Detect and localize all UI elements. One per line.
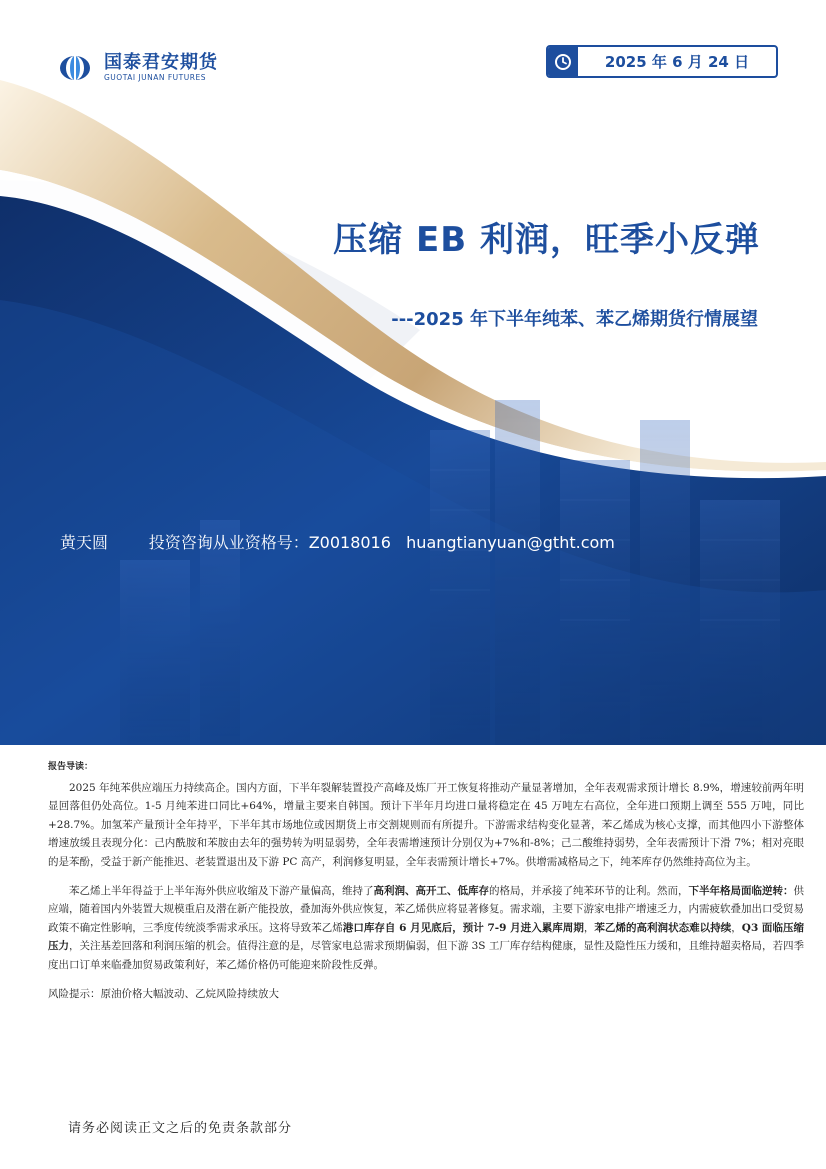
logo-english-name: GUOTAI JUNAN FUTURES — [104, 73, 206, 82]
p2-bold-segment: 高利润、高开工、低库存 — [373, 884, 489, 897]
clock-icon-box — [548, 47, 578, 76]
report-subtitle: ---2025 年下半年纯苯、苯乙烯期货行情展望 — [391, 309, 758, 330]
p2-segment: ， — [731, 921, 742, 934]
disclaimer-notice: 请务必阅读正文之后的免责条款部分 — [68, 1121, 293, 1136]
logo-mark-icon — [58, 52, 98, 84]
p2-segment: ， — [583, 921, 595, 934]
report-title: 压缩 EB 利润，旺季小反弹 — [333, 220, 760, 260]
p2-segment: 的格局，并承接了纯苯环节的让利。然而， — [489, 884, 689, 897]
date-badge — [546, 45, 778, 78]
p2-segment: 供应端，随着国内外装置大规模重启及潜在新产能投放，叠加海外供应恢复，苯乙烯供应将显著修复。需求端，主要下游家电排产增速乏力，内需疲软叠加出口受贸易政策不确定性影响，三季度传统淡季需求承压。这将导致苯乙烯 — [48, 884, 804, 934]
guide-heading: 报告导读： — [48, 762, 94, 772]
risk-warning: 风险提示：原油价格大幅波动、乙烷风险持续放大 — [48, 987, 279, 1000]
guide-paragraph-2 — [48, 882, 804, 975]
p2-segment: ，关注基差回落和利润压缩的机会。值得注意的是，尽管家电总需求预期偏弱，但下游 3S 工厂库存结构健康，显性及隐性压力缓和，且维持超卖格局，若四季度出口订单来临叠加贸易政策利好，苯乙烯价格仍可能迎来阶段性反弹。 — [48, 940, 805, 971]
clock-icon — [554, 53, 572, 71]
logo-chinese-name: 国泰君安期货 — [104, 52, 218, 73]
p2-segment: 苯乙烯上半年得益于上半年海外供应收缩及下游产量偏高，维持了 — [69, 884, 374, 897]
report-date: 2025 年 6 月 24 日 — [604, 53, 750, 71]
p2-bold-segment: 下半年格局面临逆转： — [688, 884, 794, 897]
guide-paragraph-1: 2025 年纯苯供应端压力持续高企。国内方面，下半年裂解装置投产高峰及炼厂开工恢复将推动产量显著增加，全年表观需求预计增长 8.9%，增速较前两年明显回落但仍处高位。1-5 月纯苯进口同比+64%，增量主要来自韩国。预计下半年月均进口量将稳定在 45 万吨左右高位，全年进口预期上调至 555 万吨，同比+28.7%。加氢苯产量预计全年持平，下半年其市场地位或因期货上市交割规则而有所提升。下游需求结构变化显著，苯乙烯成为核心支撑，而其他四小下游整体增速放缓且表现分化：己内酰胺和苯胺由去年的强势转为明显弱势，全年表需增速预计分别仅为+7%和-8%；己二酸维持弱势，全年表需预计下滑 7%；相对亮眼的是苯酚，受益于新产能推迟、老装置退出及下游 PC 高产，利润修复明显，全年表需预计增长+7%。供增需减格局之下，纯苯库存仍然维持高位为主。 — [48, 781, 804, 868]
p2-bold-segment: 港口库存自 6 月见底后，预计 7-9 月进入累库周期 — [342, 921, 584, 934]
company-logo — [58, 52, 218, 84]
author-info: 黄天圆 投资咨询从业资格号：Z0018016 huangtianyuan@gtht.com — [60, 533, 615, 552]
p2-bold-segment: Q3 面临压缩压力 — [48, 921, 805, 953]
report-guide — [48, 758, 804, 1013]
p2-bold-segment: 苯乙烯的高利润状态难以持续 — [594, 921, 732, 934]
